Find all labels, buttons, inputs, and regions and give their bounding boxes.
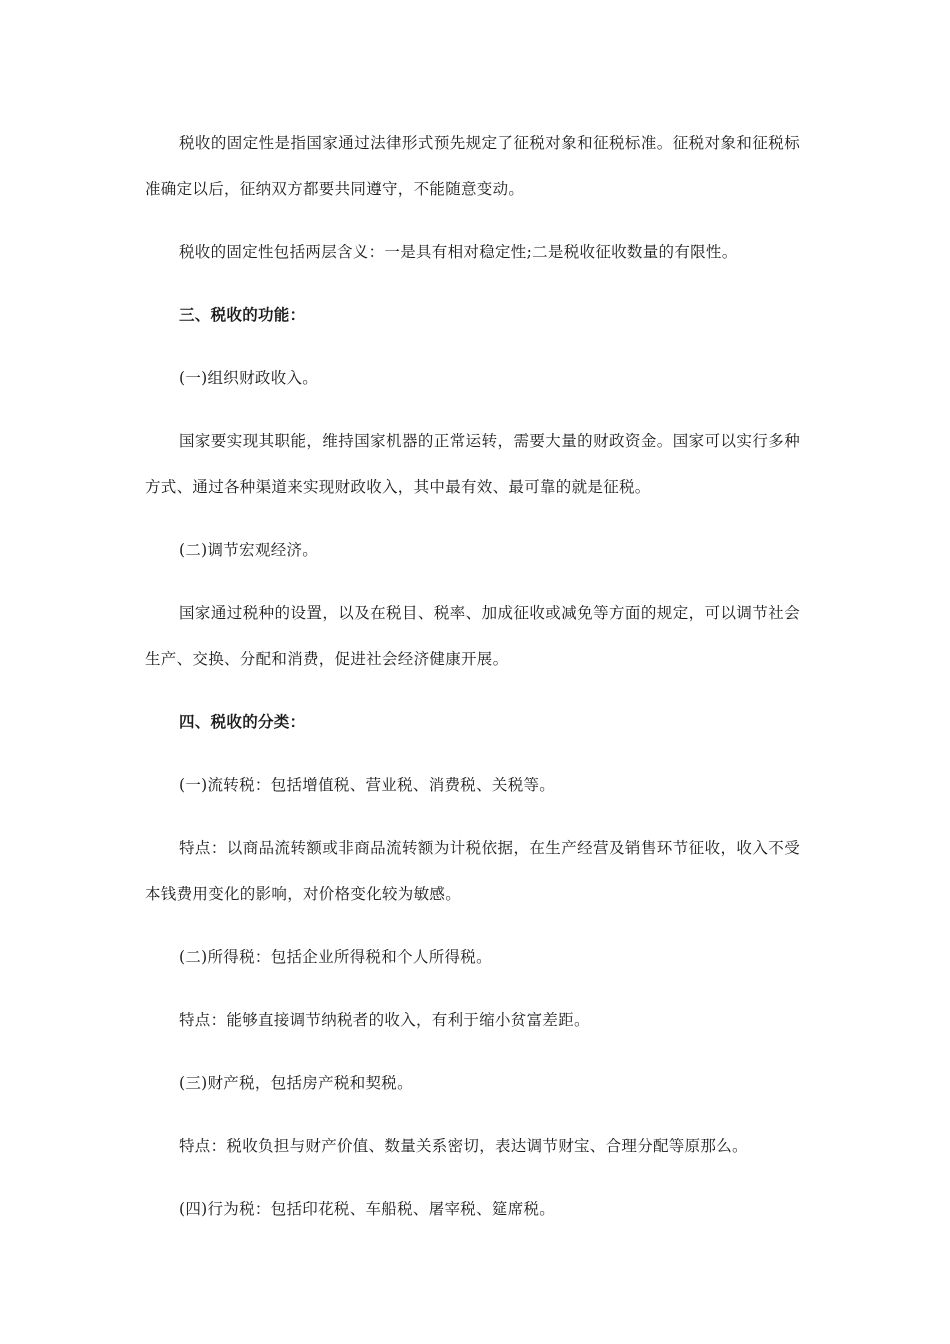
heading-tax-functions: 三、税收的功能： [179, 305, 306, 324]
paragraph-fixity-meaning: 税收的固定性包括两层含义：一是具有相对稳定性;二是税收征收数量的有限性。 [179, 243, 738, 261]
heading-tax-classification: 四、税收的分类： [179, 712, 306, 731]
paragraph-fixity-definition: 税收的固定性是指国家通过法律形式预先规定了征税对象和征税标准。征税对象和征税标准确定以后，征纳双方都要共同遵守，不能随意变动。 [145, 134, 800, 198]
paragraph-property-tax: (三)财产税，包括房产税和契税。 [179, 1074, 413, 1092]
paragraph-function-1-title: (一)组织财政收入。 [179, 369, 319, 387]
paragraph-turnover-tax: (一)流转税：包括增值税、营业税、消费税、关税等。 [179, 776, 556, 794]
paragraph-function-2-body: 国家通过税种的设置，以及在税目、税率、加成征收或减免等方面的规定，可以调节社会生产、交换、分配和消费，促进社会经济健康开展。 [145, 604, 800, 668]
document-body [145, 120, 800, 1249]
paragraph-income-tax: (二)所得税：包括企业所得税和个人所得税。 [179, 948, 492, 966]
paragraph-turnover-tax-features: 特点：以商品流转额或非商品流转额为计税依据，在生产经营及销售环节征收，收入不受本钱费用变化的影响，对价格变化较为敏感。 [145, 839, 800, 903]
paragraph-income-tax-features: 特点：能够直接调节纳税者的收入，有利于缩小贫富差距。 [179, 1011, 590, 1029]
paragraph-function-2-title: (二)调节宏观经济。 [179, 541, 319, 559]
paragraph-behavior-tax: (四)行为税：包括印花税、车船税、屠宰税、筵席税。 [179, 1200, 556, 1218]
paragraph-function-1-body: 国家要实现其职能，维持国家机器的正常运转，需要大量的财政资金。国家可以实行多种方式、通过各种渠道来实现财政收入，其中最有效、最可靠的就是征税。 [145, 432, 800, 496]
paragraph-property-tax-features: 特点：税收负担与财产价值、数量关系密切，表达调节财宝、合理分配等原那么。 [179, 1137, 748, 1155]
